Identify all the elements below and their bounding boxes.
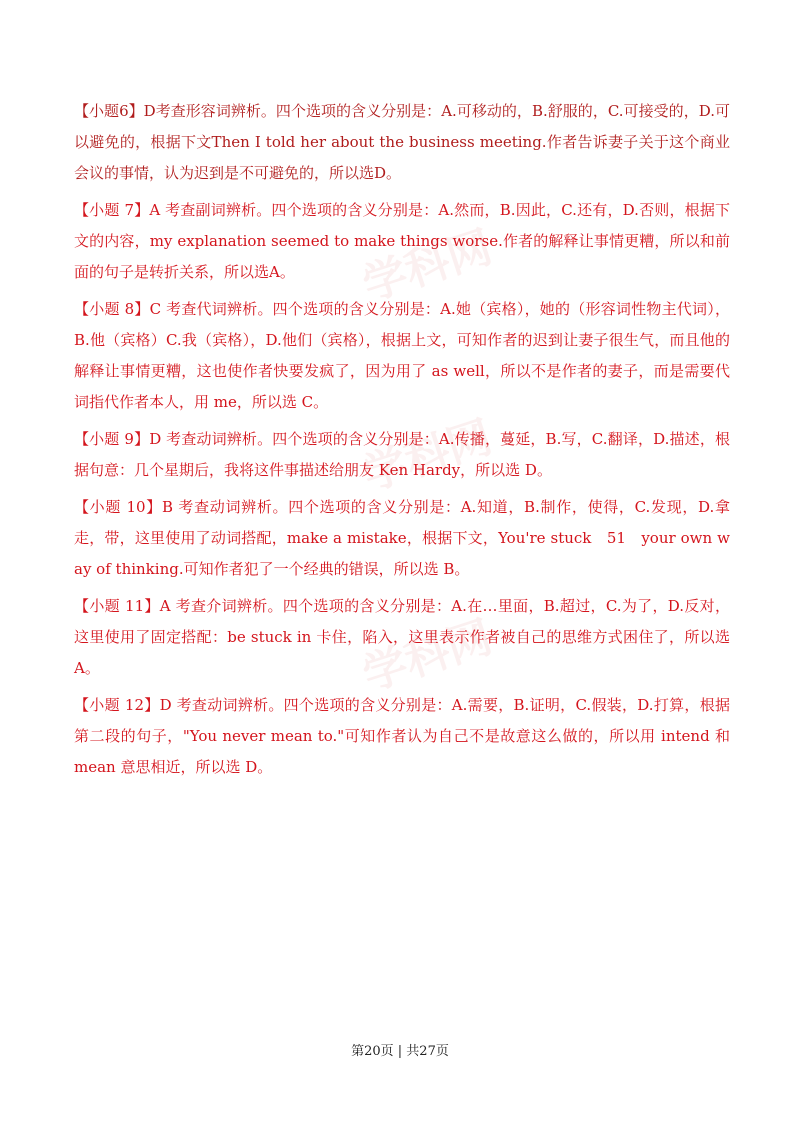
answer-explanations: [74, 96, 730, 789]
explanation-q6: 【小题6】D考查形容词辨析。四个选项的含义分别是：A.可移动的，B.舒服的，C.可接受的，D.可以避免的，根据下文Then I told her about the business meeting.作者告诉妻子关于这个商业会议的事情，认为迟到是不可避免的，所以选D。: [74, 102, 730, 182]
explanation-q10: 【小题 10】B 考查动词辨析。四个选项的含义分别是：A.知道，B.制作，使得，C.发现，D.拿走，带，这里使用了动词搭配，make a mistake，根据下文，You're stuck 51 your own way of thinking.可知作者犯了一个经典的错误，所以选 B。: [74, 498, 730, 578]
explanation-q11: 【小题 11】A 考查介词辨析。四个选项的含义分别是：A.在…里面，B.超过，C.为了，D.反对，这里使用了固定搭配：be stuck in 卡住，陷入，这里表示作者被自己的思维方式困住了，所以选 A。: [74, 597, 730, 677]
page-footer: 第20页 | 共27页: [351, 1044, 449, 1059]
explanation-q9: 【小题 9】D 考查动词辨析。四个选项的含义分别是：A.传播，蔓延，B.写，C.翻译，D.描述，根据句意：几个星期后，我将这件事描述给朋友 Ken Hardy，所以选 D。: [74, 430, 730, 479]
explanation-q12: 【小题 12】D 考查动词辨析。四个选项的含义分别是：A.需要，B.证明，C.假装，D.打算，根据第二段的句子，"You never mean to."可知作者认为自己不是故意这么做的，所以用 intend 和 mean 意思相近，所以选 D。: [74, 696, 730, 776]
explanation-q7: 【小题 7】A 考查副词辨析。四个选项的含义分别是：A.然而，B.因此，C.还有，D.否则，根据下文的内容，my explanation seemed to make things worse.作者的解释让事情更糟，所以和前面的句子是转折关系，所以选A。: [74, 201, 730, 281]
explanation-q8: 【小题 8】C 考查代词辨析。四个选项的含义分别是：A.她（宾格），她的（形容词性物主代词），B.他（宾格）C.我（宾格），D.他们（宾格），根据上文，可知作者的迟到让妻子很生气，而且他的解释让事情更糟，这也使作者快要发疯了，因为用了 as well，所以不是作者的妻子，而是需要代词指代作者本人，用 me，所以选 C。: [74, 300, 730, 411]
watermark-logo: 学科网: [356, 611, 499, 701]
watermark-logo: 学科网: [356, 411, 499, 501]
watermark-logo: 学科网: [356, 221, 499, 311]
